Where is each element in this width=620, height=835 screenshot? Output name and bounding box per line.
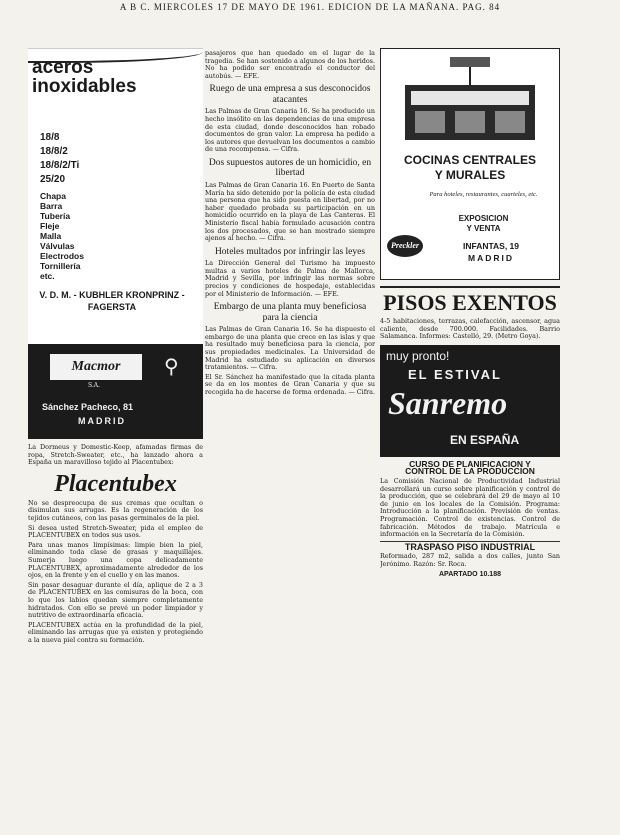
column-left [28, 48, 203, 828]
placentubex-paragraph: Sin pasar desaguar durante el día, aplique de 2 a 3 de PLACENTUBEX en las comisuras de la boca, con lo que los labios quedan siempre completamente hidratados. Con ello se prevé un poder limpiador y nutritivo de extraordinaria eficacia. [28, 580, 203, 620]
cocinas-ad [380, 48, 560, 280]
headline-homicidio: Dos supuestos autores de un homicidio, en libertad [208, 157, 372, 179]
article-embargo-2: El Sr. Sánchez ha manifestado que la citada planta se da en los montes de Gran Canaria y que su recogida ha de hacerse de forma ordenada. — Cifra. [205, 372, 375, 396]
aceros-product: Malla [40, 231, 62, 241]
aceros-curve [28, 49, 203, 63]
aceros-grades [40, 131, 79, 187]
article-homicidio: Las Palmas de Gran Canaria 16. En Puerto de Santa María ha sido detenido por la policía de esta ciudad una persona que ha sido puesta en libertad, por no haber quedado probada su participación en un homicidio ocurrido en la playa de Las Canteras. El Ministerio fiscal había formulado acusación contra los dos procesados, que se han mostrado siempre ajenos al hecho. — Cifra. [205, 180, 375, 243]
aceros-grade: 18/8/2 [40, 146, 68, 157]
aceros-product: Barra [40, 201, 63, 211]
aceros-grade: 18/8/2/Ti [40, 160, 80, 171]
cocinas-address: INFANTAS, 19 [462, 241, 520, 251]
aceros-firm: V. D. M. - KUBHLER KRONPRINZ - FAGERSTA [39, 290, 185, 312]
aceros-product: Fleje [40, 221, 60, 231]
aceros-line2: inoxidables [32, 76, 137, 97]
headline-hoteles: Hoteles multados por infringir las leyes [214, 246, 366, 257]
aceros-product: Válvulas [40, 241, 75, 251]
traspaso-text: Reformado, 287 m2, salida a dos calles, junto San Jerónimo. Razón: Sr. Roca. [380, 552, 560, 568]
aceros-line1: aceros [32, 57, 94, 78]
curso-text: La Comisión Nacional de Productividad Industrial desarrollará un curso sobre planificación y control de la producción, que se celebrará del 29 de mayo al 10 de junio en los locales de la Comisión. Programa: Introducción a la planificación. Previsión de ventas. Programación. Control de existencias. Control de fabricación. Métodos de trabajo. Matrícula e información en la Secretaría de la Comisión. [380, 476, 560, 539]
cocinas-expo-1: EXPOSICION [458, 214, 509, 223]
placentubex-paragraph: PLACENTUBEX actúa en la profundidad de la piel, eliminando las arrugas que ya existen y protegiendo a la nueva piel contra su formación. [28, 620, 203, 644]
article-ruego: Las Palmas de Gran Canaria 16. Se ha producido un hecho insólito en las dependencias de una empresa de esta ciudad, donde desconocidos han robado documentos de gran valor. La empresa ha pedido a los autores que devuelvan los documentos a cambio de una recompensa. — Cifra. [205, 107, 375, 154]
pisos-title: PISOS EXENTOS [380, 286, 560, 316]
column-right [380, 48, 560, 828]
placentubex-title: Placentubex [54, 470, 177, 497]
placentubex-paragraph: Si desea usted Stretch-Sweater, pida el empleo de PLACENTUBEX en todos sus usos. [28, 523, 203, 540]
macmor-logo [50, 354, 142, 380]
aceros-product: Tornillería [40, 261, 81, 271]
column-center [205, 48, 375, 828]
headline-ruego: Ruego de una empresa a sus desconocidos atacantes [209, 84, 371, 105]
aceros-product: Chapa [40, 191, 66, 201]
sanremo-line1: EL ESTIVAL [408, 366, 502, 382]
aceros-grade: 18/8 [40, 132, 60, 143]
placentubex-intro: La Dormeus y Domestic-Keep, afamadas firmas de ropa, Stretch-Sweater, etc., ha lanzado ahora a España un maravilloso tejido al Placentubex: [28, 443, 203, 467]
preckler-logo [387, 235, 423, 257]
cocinas-title-2: Y MURALES [434, 168, 506, 182]
cocinas-city: MADRID [468, 253, 514, 263]
traspaso-title: TRASPASO PISO INDUSTRIAL [404, 541, 536, 552]
pisos-text: 4-5 habitaciones, terrazas, calefacción, ascensor, agua caliente, desde 700.000. Facilidades. Barrio Salamanca. Informes: Castelló, 29. (Metro Goya). [380, 317, 560, 341]
sanremo-ad [380, 345, 560, 457]
placentubex-paragraph: No se despreocupa de sus cremas que ocultan o disimulan sus arrugas. Es la regeneración de los tejidos cutáneos, con las pasas germinales de la piel. [28, 498, 203, 522]
stove-illustration [395, 55, 545, 150]
cocinas-expo-2: Y VENTA [466, 224, 501, 233]
macmor-ad [28, 344, 203, 439]
headline-embargo: Embargo de una planta muy beneficiosa para la ciencia [213, 302, 367, 323]
aceros-products [40, 191, 84, 281]
preckler-brand: Preckler [391, 241, 419, 250]
curso-title-1: CURSO DE PLANIFICACION Y [409, 458, 531, 469]
macmor-brand: Macmor [71, 359, 121, 374]
macmor-city: MADRID [78, 416, 126, 426]
tap-icon: ⚲ [164, 354, 179, 378]
sanremo-top: muy pronto! [386, 348, 450, 363]
macmor-sub: S.A. [88, 382, 101, 389]
aceros-heading [32, 57, 137, 98]
traspaso-apartado: APARTADO 10.188 [439, 570, 501, 578]
placentubex-paragraph: Para unas manos limpísimas: limpie bien la piel, eliminando toda clase de grasas y maquillajes. Sumerja luego una copa delicadamente PLACENTUBEX, aproximadamente alrededor de los ojos, en la frente y en el cuello y en las manos. [28, 540, 203, 580]
cocinas-sub: Para hoteles, restaurantes, cuarteles, etc. [429, 191, 538, 198]
curso-title-2: CONTROL DE LA PRODUCCION [405, 466, 535, 477]
aceros-product: Electrodos [40, 251, 84, 261]
article-embargo: Las Palmas de Gran Canaria 16. Se ha dispuesto el embargo de una planta que crece en las islas y que ha resultado muy beneficiosa para la ciencia, por sus propiedades medicinales. La Universidad de Madrid ha estudiado su aplicación en diversos tratamientos. — Cifra. [205, 325, 375, 372]
article-top-para: pasajeros que han quedado en el lugar de la tragedia. Se han sostenido a algunos de los heridos. No ha podido ser encontrado el conductor del autobús. — EFE. [205, 49, 375, 80]
page-header: A B C. MIERCOLES 17 DE MAYO DE 1961. EDICION DE LA MAÑANA. PAG. 84 [119, 2, 501, 12]
sanremo-brand: Sanremo [388, 384, 508, 421]
aceros-ad [28, 48, 203, 344]
cocinas-title-1: COCINAS CENTRALES [403, 153, 536, 167]
macmor-address: Sánchez Pacheco, 81 [42, 402, 134, 412]
aceros-product: etc. [40, 271, 55, 281]
aceros-grade: 25/20 [40, 174, 66, 185]
article-hoteles: La Dirección General del Turismo ha impuesto multas a varios hoteles de Palma de Mallorca, Madrid y Sevilla, por infringir las normas sobre precios y condiciones de hospedaje, establecidas por el Ministerio de Información. — EFE. [205, 259, 375, 298]
aceros-product: Tubería [40, 211, 71, 221]
sanremo-bottom: EN ESPAÑA [450, 432, 520, 447]
placentubex-body [28, 500, 203, 645]
